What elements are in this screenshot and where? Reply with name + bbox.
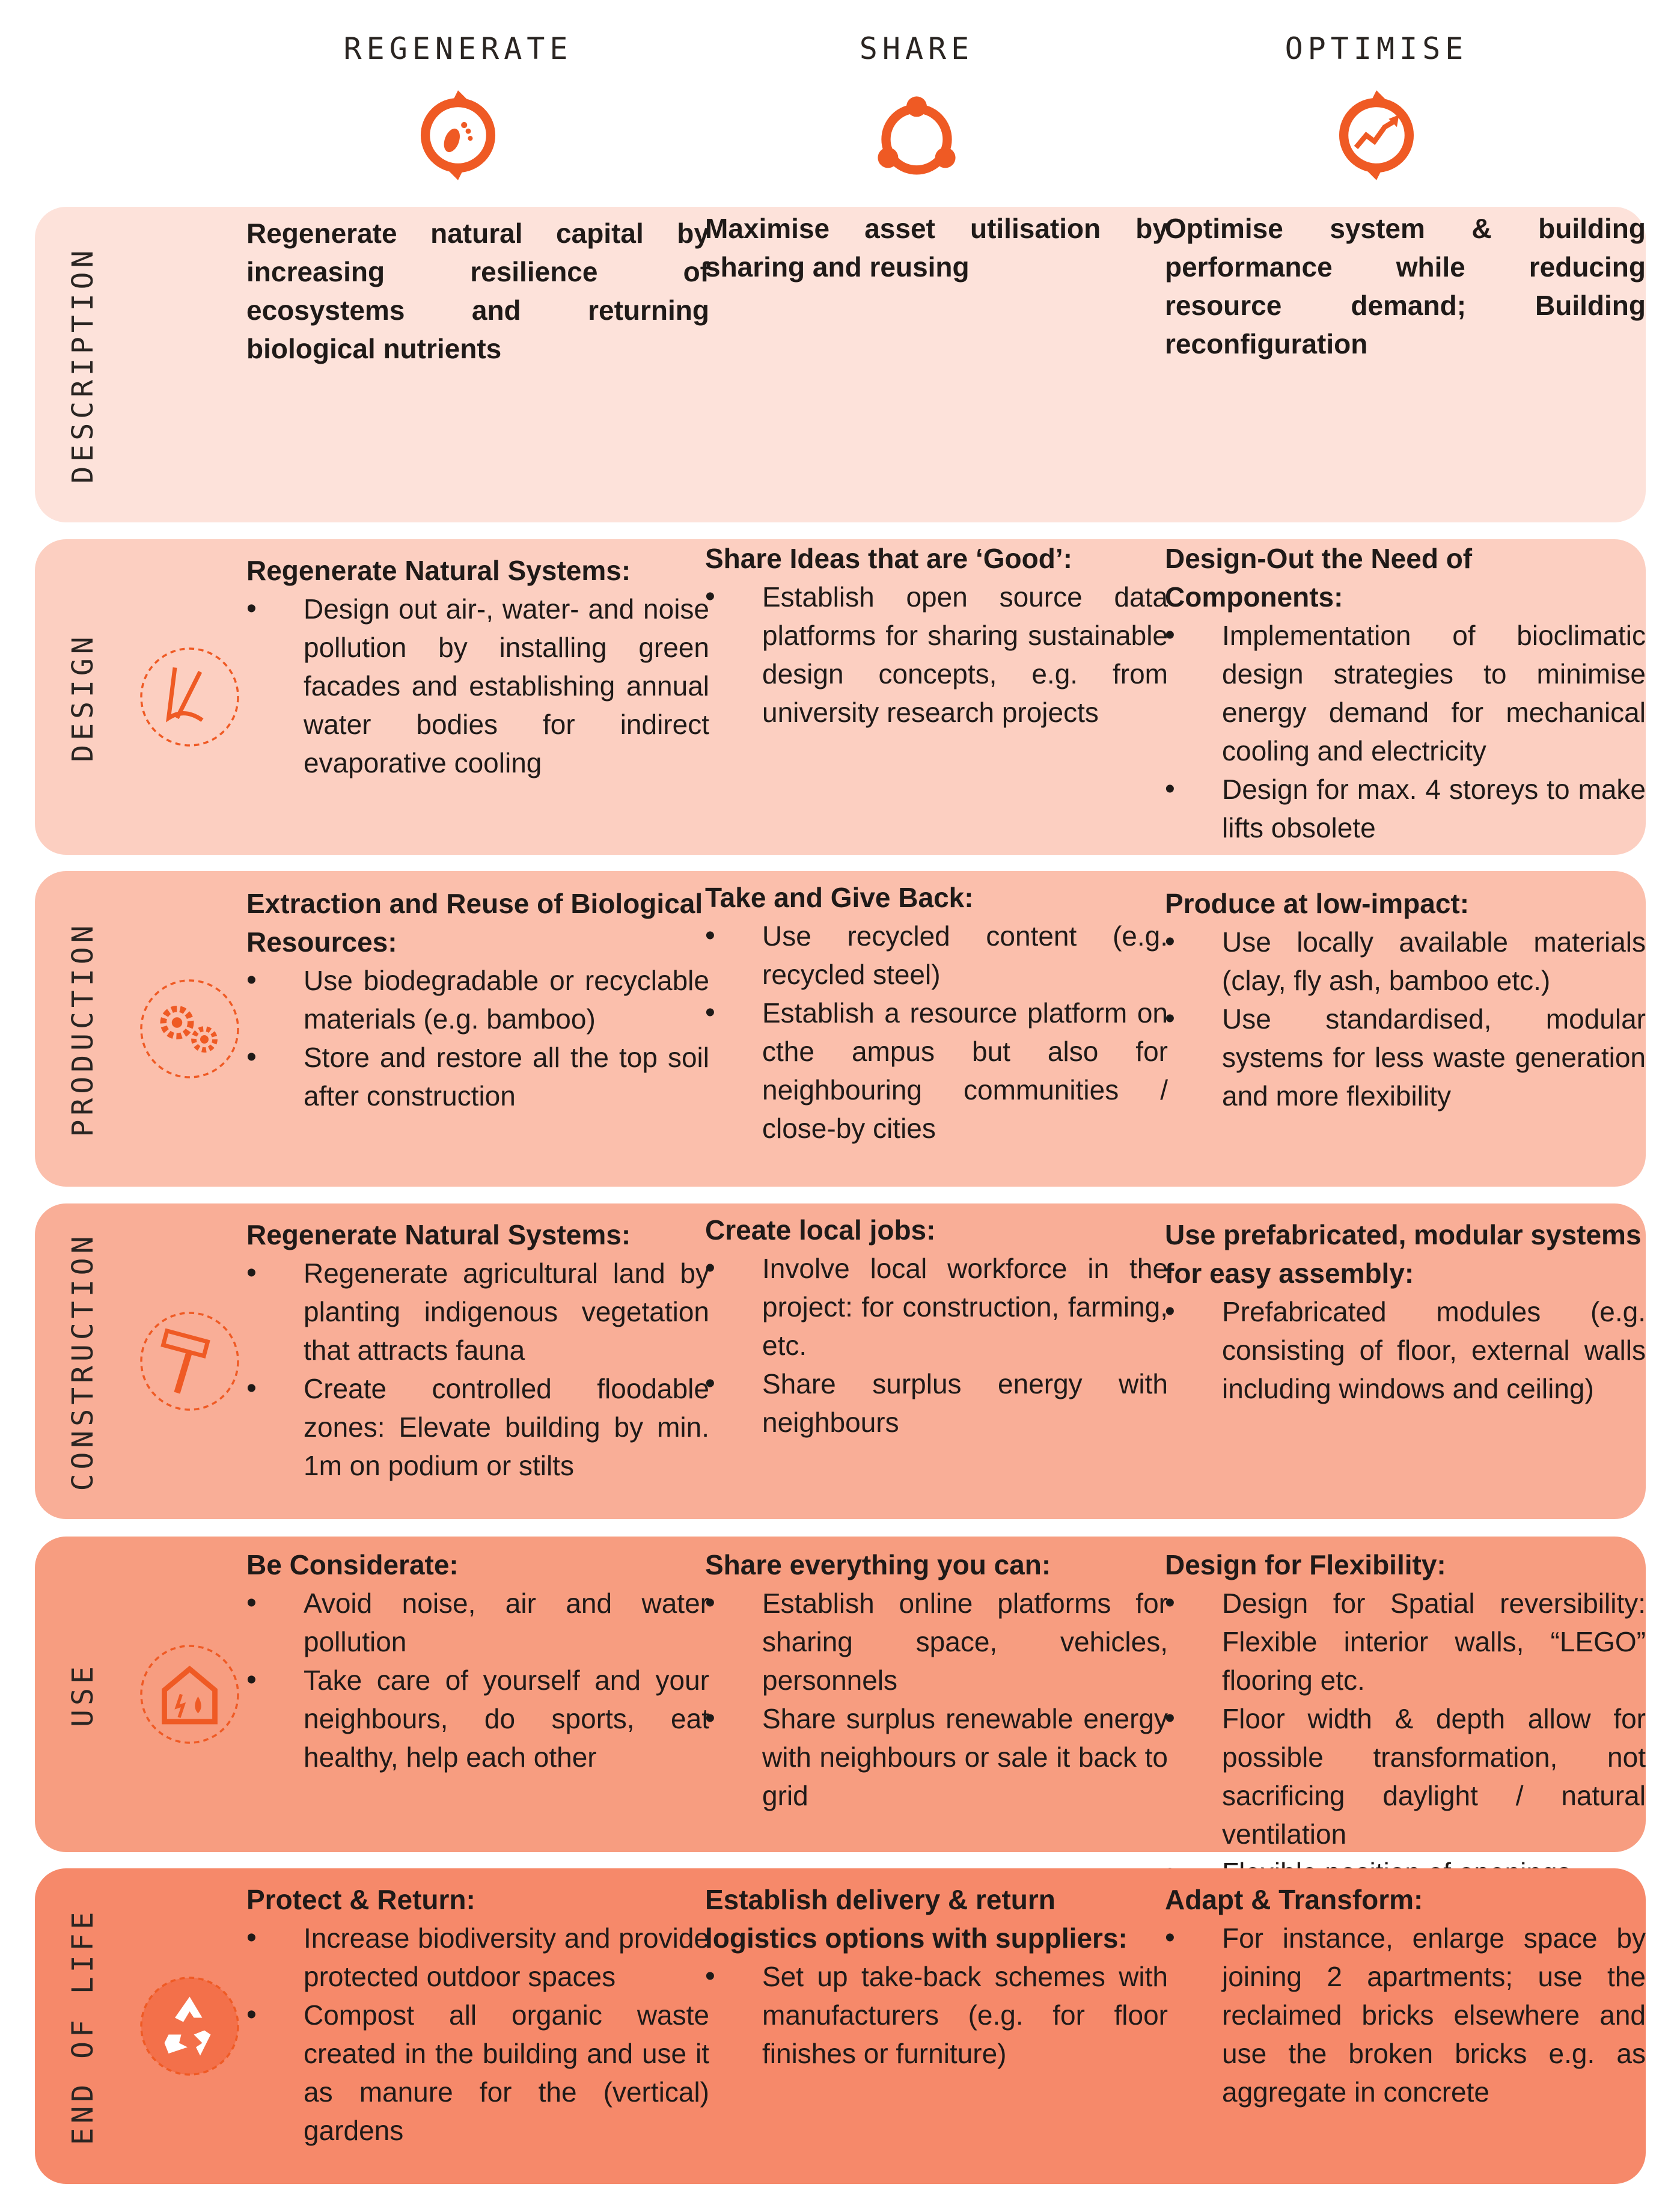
cell-optimise (1165, 884, 1646, 1115)
bullet-item: • Establish open source data platforms for sharing sustainable design concepts, e.g. from university research projects (705, 578, 1168, 732)
row-label: CONSTRUCTION (66, 1232, 100, 1491)
row-label: USE (66, 1662, 100, 1727)
column-header-optimise (1226, 31, 1527, 186)
cell-regenerate (246, 884, 709, 1115)
cell-heading: Be Considerate: (246, 1549, 459, 1580)
bullet-item: • Use recycled content (e.g. recycled steel) (705, 917, 1168, 994)
cell-heading: Share everything you can: (705, 1549, 1051, 1580)
gears-icon (137, 976, 242, 1081)
cell-share (705, 878, 1168, 1148)
cell-heading: Use prefabricated, modular systems for easy assembly: (1165, 1219, 1642, 1289)
row-end-of-life (35, 1868, 1646, 2184)
bullet-item: • Design for max. 4 storeys to make lifts obsolete (1165, 770, 1646, 847)
cell-regenerate (246, 1546, 709, 1776)
design-pen-icon (137, 644, 242, 750)
row-label: END OF LIFE (66, 1907, 100, 2145)
cell-optimise (1165, 1880, 1646, 2111)
cell-share (705, 539, 1168, 732)
bullet-item: • For instance, enlarge space by joining 2 apartments; use the reclaimed bricks elsewhere and use the broken bricks e.g. as aggregate in concrete (1165, 1919, 1646, 2111)
cell-regenerate (246, 1880, 709, 2150)
row-construction (35, 1203, 1646, 1519)
share-circle-nodes-icon (866, 84, 968, 186)
cell-heading: Adapt & Transform: (1165, 1884, 1423, 1915)
bullet-item: • Design for Spatial reversibility: Flexible interior walls, “LEGO” flooring etc. (1165, 1584, 1646, 1699)
bullet-item: • Share surplus energy with neighbours (705, 1365, 1168, 1442)
cell-share (705, 209, 1168, 286)
cell-optimise (1165, 209, 1646, 363)
bullet-item: • Store and restore all the top soil after construction (246, 1038, 709, 1115)
bullet-item: • Set up take-back schemes with manufacturers (e.g. for floor finishes or furniture) (705, 1957, 1168, 2073)
row-label: PRODUCTION (66, 921, 100, 1137)
column-title: OPTIMISE (1284, 31, 1468, 66)
bullet-item: • Floor width & depth allow for possible transformation, not sacrificing daylight / natural ventilation (1165, 1699, 1646, 1853)
cell-optimise (1165, 1546, 1646, 1892)
bullet-item: • Establish a resource platform on cthe ampus but also for neighbouring communities / close-by cities (705, 994, 1168, 1148)
column-title: SHARE (859, 31, 974, 66)
bullet-item: • Design out air-, water- and noise pollution by installing green facades and establishing annual water bodies for indirect evaporative cooling (246, 590, 709, 782)
row-label: DESCRIPTION (66, 246, 100, 483)
cell-heading: Design for Flexibility: (1165, 1549, 1446, 1580)
cell-heading: Extraction and Reuse of Biological Resources: (246, 888, 703, 958)
cell-share (705, 1546, 1168, 1815)
regenerate-footprint-cycle-icon (407, 84, 509, 186)
cell-optimise (1165, 1216, 1646, 1408)
bullet-item: • Implementation of bioclimatic design strategies to minimise energy demand for mechanical cooling and electricity (1165, 616, 1646, 770)
bullet-item: • Regenerate agricultural land by planting indigenous vegetation that attracts fauna (246, 1254, 709, 1369)
bullet-item: • Share surplus renewable energy with neighbours or sale it back to grid (705, 1699, 1168, 1815)
row-production (35, 871, 1646, 1187)
cell-heading: Protect & Return: (246, 1884, 475, 1915)
bullet-item: • Increase biodiversity and provide protected outdoor spaces (246, 1919, 709, 1996)
recycle-icon (137, 1974, 242, 2079)
cell-heading: Regenerate Natural Systems: (246, 1219, 631, 1250)
cell-heading: Share Ideas that are ‘Good’: (705, 543, 1072, 574)
bullet-item: • Avoid noise, air and water pollution (246, 1584, 709, 1661)
bullet-item: • Use biodegradable or recyclable materials (e.g. bamboo) (246, 961, 709, 1038)
bullet-item: • Create controlled floodable zones: Elevate building by min. 1m on podium or stilts (246, 1369, 709, 1485)
bullet-item: • Take care of yourself and your neighbours, do sports, eat healthy, help each other (246, 1661, 709, 1776)
row-description (35, 207, 1646, 522)
cell-share (705, 1211, 1168, 1442)
bullet-item: • Compost all organic waste created in the building and use it as manure for the (vertical) gardens (246, 1996, 709, 2150)
cell-heading: Establish delivery & return logistics options with suppliers: (705, 1884, 1128, 1954)
bullet-item: • Establish online platforms for sharing space, vehicles, personnels (705, 1584, 1168, 1699)
cell-heading: Produce at low-impact: (1165, 888, 1470, 919)
row-design (35, 539, 1646, 855)
cell-share (705, 1880, 1168, 2073)
bullet-item: • Use locally available materials (clay, fly ash, bamboo etc.) (1165, 923, 1646, 1000)
hammer-icon (137, 1309, 242, 1414)
bullet-item: • Prefabricated modules (e.g. consisting of floor, external walls including windows and ceiling) (1165, 1292, 1646, 1408)
cell-optimise (1165, 539, 1646, 847)
description-text: Maximise asset utilisation by sharing and reusing (705, 213, 1168, 283)
column-header-share (766, 31, 1067, 186)
cell-regenerate (246, 1216, 709, 1485)
row-use (35, 1537, 1646, 1852)
cell-heading: Regenerate Natural Systems: (246, 555, 631, 586)
description-text: Regenerate natural capital by increasing resilience of ecosystems and returning biological nutrients (246, 218, 709, 364)
cell-heading: Take and Give Back: (705, 882, 974, 913)
cell-regenerate (246, 214, 709, 368)
description-text: Optimise system & building performance while reducing resource demand; Building reconfiguration (1165, 213, 1646, 359)
column-header-regenerate (308, 31, 608, 186)
column-title: REGENERATE (343, 31, 573, 66)
cell-heading: Design-Out the Need of Components: (1165, 543, 1473, 613)
house-energy-water-icon (137, 1642, 242, 1747)
bullet-item: • Involve local workforce in the project: for construction, farming, etc. (705, 1249, 1168, 1365)
cell-regenerate (246, 551, 709, 782)
bullet-item: • Use standardised, modular systems for less waste generation and more flexibility (1165, 1000, 1646, 1115)
row-label: DESIGN (66, 632, 100, 762)
optimise-growth-cycle-icon (1325, 84, 1428, 186)
cell-heading: Create local jobs: (705, 1214, 936, 1246)
